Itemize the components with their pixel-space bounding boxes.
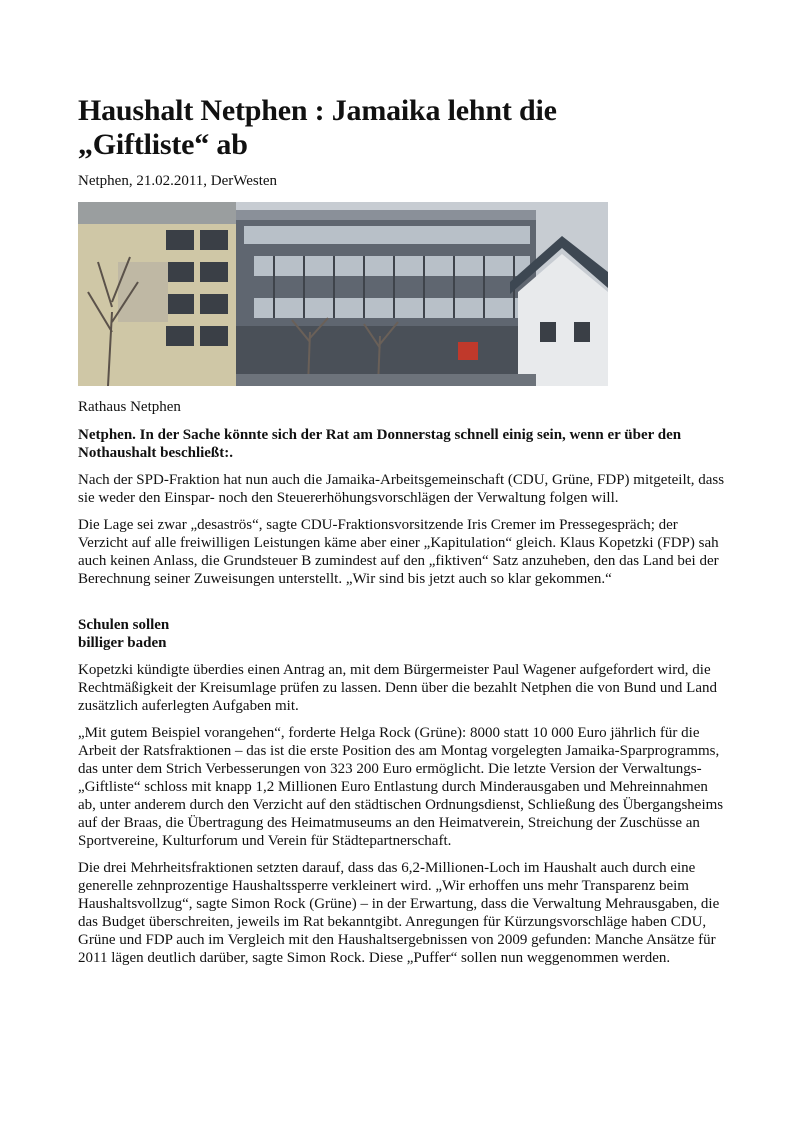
- paragraph-4: „Mit gutem Beispiel vorangehen“, forderte Helga Rock (Grüne): 8000 statt 10 000 Euro jährlich für die Arbeit der Ratsfraktionen – das ist die erste Position des am Montag vorgelegten Jamaika-Sparprogramms, das unter dem Strich Verbesserungen von 323 200 Euro ermöglicht. Die letzte Version der Verwaltungs-„Giftliste“ schloss mit knapp 1,2 Millionen Euro Entlastung durch Minderausgaben und Mehreinnahmen ab, unter anderem durch den Verzicht auf den städtischen Ordnungsdienst, Schließung des Übergangsheims auf der Braas, die Übertragung des Heimatmuseums an den Heimatverein, Streichung der Zuschüsse an Sportvereine, Kulturforum und Verein für Städtepartnerschaft.: [78, 725, 724, 849]
- subheading-line-2: billiger baden: [78, 635, 167, 651]
- subheading: [78, 616, 728, 652]
- paragraph-2: Die Lage sei zwar „desaströs“, sagte CDU-Fraktionsvorsitzende Iris Cremer im Pressegespräch; der Verzicht auf alle freiwilligen Leistungen käme aber einer „Kapitulation“ gleich. Klaus Kopetzki (FDP) sah auch keinen Anlass, die Grundsteuer B zumindest auf den „fiktiven“ Satz anzuheben, den das Land bei der Berechnung seiner Zuweisungen unterstellt. „Wir sind bis jetzt auch so klar gekommen.“: [78, 517, 719, 587]
- town-hall-photo: [78, 202, 608, 386]
- paragraph-3: Kopetzki kündigte überdies einen Antrag an, mit dem Bürgermeister Paul Wagener aufgefordert wird, die Rechtmäßigkeit der Kreisumlage prüfen zu lassen. Denn über die bezahlt Netphen die von Bund und Land zusätzlich auferlegten Aufgaben mit.: [78, 662, 717, 714]
- article-photo: [78, 202, 608, 386]
- subheading-line-1: Schulen sollen: [78, 617, 170, 633]
- title-line-1: Haushalt Netphen : Jamaika lehnt die: [78, 94, 557, 127]
- photo-caption: Rathaus Netphen: [78, 399, 181, 415]
- article-title: [78, 94, 728, 162]
- article-lead: Netphen. In der Sache könnte sich der Rat am Donnerstag schnell einig sein, wenn er über den Nothaushalt beschließt:.: [78, 427, 682, 461]
- byline: Netphen, 21.02.2011, DerWesten: [78, 173, 278, 189]
- article: [78, 94, 728, 967]
- paragraph-1: Nach der SPD-Fraktion hat nun auch die Jamaika-Arbeitsgemeinschaft (CDU, Grüne, FDP) mitgeteilt, dass sie weder den Einspar- noch den Steuererhöhungsvorschlägen der Verwaltung folgen will.: [78, 472, 725, 506]
- paragraph-5: Die drei Mehrheitsfraktionen setzten darauf, dass das 6,2-Millionen-Loch im Haushalt auch durch eine generelle zehnprozentige Haushaltssperre verkleinert wird. „Wir erhoffen uns mehr Transparenz beim Haushaltsvollzug“, sagte Simon Rock (Grüne) – in der Erwartung, dass die Verwaltung Mehrausgaben, die das Budget überschreiten, jeweils im Rat bekanntgibt. Anregungen für Kürzungsvorschläge haben CDU, Grüne und FDP auch im Vergleich mit den Haushaltsergebnissen von 2009 gefunden: Manche Ansätze für 2011 lägen deutlich darüber, sagte Simon Rock. Diese „Puffer“ sollen nun weggenommen werden.: [78, 860, 720, 966]
- title-line-2: „Giftliste“ ab: [78, 128, 248, 161]
